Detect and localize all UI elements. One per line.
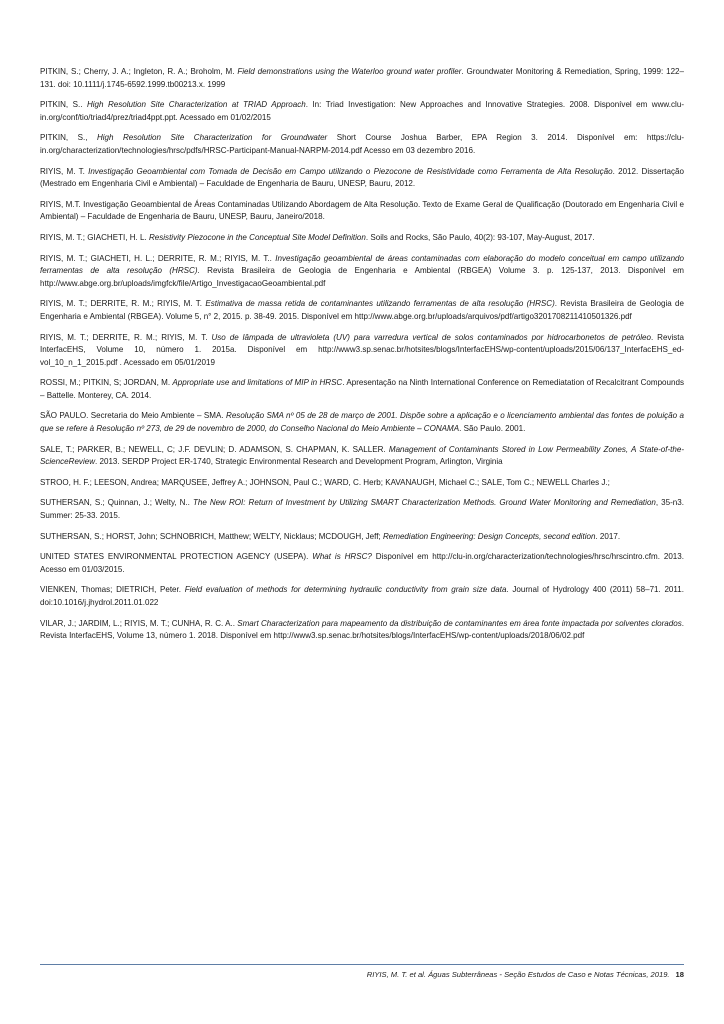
reference-list [40, 66, 684, 651]
reference-entry [40, 531, 684, 544]
reference-title: Resolução SMA nº 05 de 28 de março de 2001. Dispõe sobre a aplicação e o licenciamento ambiental das fontes de poluição a que se refere à Resolução nº 273, de 29 de novembro de 2000, do Conselho Nacional do Meio Ambiente – CONAMA [40, 411, 684, 434]
reference-entry [40, 253, 684, 291]
reference-text: SALE, T.; PARKER, B.; NEWELL, C; J.F. DEVLIN; D. ADAMSON, S. CHAPMAN, K. SALLER. [40, 444, 389, 454]
reference-text: RIYIS, M.T. Investigação Geoambiental de Áreas Contaminadas Utilizando Abordagem de Alta Resolução. Texto de Exame Geral de Qualificação (Doutorado em Engenharia Civil e Ambiental) – Faculdade de Engenharia de Bauru, UNESP, Bauru, Janeiro/2018. [40, 199, 684, 222]
reference-entry [40, 99, 684, 124]
reference-title: Resistivity Piezocone in the Conceptual Site Model Definition [148, 232, 366, 242]
reference-title: Management of Contaminants Stored in Low Permeability Zones, A State-of-the-ScienceReview [40, 444, 684, 467]
reference-text: . Soils and Rocks, São Paulo, 40(2): 93-107, May-August, 2017. [365, 232, 595, 242]
reference-text: . Groundwater Monitoring & Remediation, Spring, 1999: 122–131. doi: 10.1111/j.1745-6592.1999.tb00213.x. 1999 [40, 67, 684, 89]
reference-text: PITKIN, S.; Cherry, J. A.; Ingleton, R. A.; Broholm, M. [40, 67, 238, 76]
reference-entry [40, 497, 684, 522]
reference-entry [40, 298, 684, 323]
footer-rule [40, 964, 684, 965]
reference-text: . Revista InterfacEHS, Volume 13, número 1. 2018. Disponível em http://www3.sp.senac.br/hotsites/blogs/InterfacEHS/wp-content/uploads/2018/06/02.pdf [40, 618, 685, 641]
reference-title: What is HRSC? [312, 552, 372, 562]
footer-citation: RIYIS, M. T. et al. Águas Subterrâneas - Seção Estudos de Caso e Notas Técnicas, 2019. [366, 970, 670, 979]
reference-text: RIYIS, M. T.; GIACHETI, H. L. [40, 232, 149, 242]
reference-text: . São Paulo. 2001. [459, 424, 526, 434]
reference-entry [40, 66, 684, 91]
reference-title: Field demonstrations using the Waterloo ground water profiler [237, 67, 462, 76]
reference-text: RIYIS, M. T.; DERRITE, R. M.; RIYIS, M. T. [40, 332, 212, 342]
reference-entry [40, 332, 684, 370]
reference-title: Investigação Geoambiental com Tomada de Decisão em Campo utilizando o Piezocone de Resistividade como Ferramenta de Alta Resolução [88, 166, 613, 176]
reference-text: . 2012. Dissertação (Mestrado em Engenharia Civil e Ambiental) – Faculdade de Engenharia de Bauru, UNESP, Bauru, 2012. [40, 166, 684, 189]
reference-text: Disponível em http://clu-in.org/characterization/technologies/hrsc/hrscintro.cfm. 2013. Acesso em 01/03/2015. [40, 552, 684, 574]
reference-text: STROO, H. F.; LEESON, Andrea; MARQUSEE, Jeffrey A.; JOHNSON, Paul C.; WARD, C. Herb; KAVANAUGH, Michael C.; SALE, Tom C.; NEWELL Charles J.; [40, 477, 610, 487]
reference-title: The New ROI: Return of Investment by Utilizing SMART Characterization Methods. Ground Water Monitoring and Remediation [192, 498, 656, 508]
reference-text: ROSSI, M.; PITKIN, S; JORDAN, M. [40, 378, 173, 388]
page-number: 18 [675, 970, 684, 979]
reference-text: RIYIS, M. T.; DERRITE, R. M.; RIYIS, M. T. [40, 299, 206, 309]
reference-entry [40, 477, 684, 490]
reference-text: . Revista InterfacEHS, Volume 10, número 1. 2015a. Disponível em http://www3.sp.senac.br/hotsites/blogs/InterfacEHS/wp-content/uploads/2015/06/137_InterfacEHS_ed-vol_10_n_1_2015.pdf . Acessado em 05/01/2019 [40, 332, 684, 367]
reference-title: Remediation Engineering: Design Concepts, second edition [382, 531, 596, 541]
reference-title: High Resolution Site Characterization at TRIAD Approach [86, 100, 306, 110]
reference-text: , 35-n3. Summer: 25-33. 2015. [40, 498, 684, 521]
reference-text: PITKIN, S.. [40, 100, 87, 110]
reference-text: PITKIN, S., [40, 133, 97, 143]
reference-entry [40, 618, 684, 643]
reference-text: . Apresentação na Ninth International Conference on Remediatation of Recalcitrant Compounds – Battelle. Monterey, CA. 2014. [40, 378, 684, 400]
reference-title: Field evaluation of methods for determining hydraulic conductivity from grain size data [184, 585, 507, 595]
reference-title: Estimativa de massa retida de contaminantes utilizando ferramentas de alta resolução (HRSC) [205, 299, 555, 309]
reference-text: . Revista Brasileira de Geologia de Engenharia e Ambiental (RBGEA). Volume 5, n° 2, 2015. p. 38-49. 2015. Disponível em http://www.abge.org.br/uploads/arquivos/pdf/artigo3201708211410501326.pdf [40, 299, 684, 321]
reference-title: High Resolution Site Characterization for Groundwater [96, 133, 328, 143]
reference-text: . Revista Brasileira de Geologia de Engenharia e Ambiental (RBGEA) Volume 3. p. 125-137, 2013. Disponível em http://www.abge.org.br/uploads/imgfck/file/Artigo_InvestigacaoGeoambiental.pdf [40, 266, 684, 288]
reference-text: RIYIS, M. T. [40, 166, 89, 176]
reference-entry [40, 166, 684, 191]
page-footer [367, 970, 684, 979]
reference-title: Smart Characterization para mapeamento da distribuição de contaminantes em área fonte impactada por solventes clorados [237, 618, 682, 628]
reference-title: Uso de lâmpada de ultravioleta (UV) para varredura vertical de solos contaminados por hidrocarbonetos de petróleo [211, 332, 651, 342]
reference-entry [40, 584, 684, 609]
reference-text: SÃO PAULO. Secretaria do Meio Ambiente – SMA. [40, 411, 227, 421]
reference-text: VILAR, J.; JARDIM, L.; RIYIS, M. T.; CUNHA, R. C. A.. [40, 618, 238, 628]
reference-text: SUTHERSAN, S.; Quinnan, J.; Welty, N.. [40, 498, 193, 508]
reference-title: Appropriate use and limitations of MIP in HRSC [172, 378, 343, 388]
reference-entry [40, 551, 684, 576]
reference-text: Short Course Joshua Barber, EPA Region 3. 2014. Disponível em: https://clu-in.org/characterization/technologies/hrsc/pdfs/HRSC-Participant-Manual-NARPM-2014.pdf Acesso em 03 dezembro 2016. [40, 133, 684, 155]
reference-text: SUTHERSAN, S.; HORST, John; SCHNOBRICH, Matthew; WELTY, Nicklaus; MCDOUGH, Jeff; [40, 531, 383, 541]
reference-text: RIYIS, M. T.; GIACHETI, H. L.; DERRITE, R. M.; RIYIS, M. T.. [40, 253, 276, 263]
reference-entry [40, 232, 684, 245]
reference-title: Investigação geoambiental de áreas contaminadas com elaboração do modelo conceitual em campo utilizando ferramentas de alta resolução (HRSC) [40, 253, 685, 276]
reference-entry [40, 377, 684, 402]
reference-entry [40, 132, 684, 157]
reference-text: . 2013. SERDP Project ER-1740, Strategic Environmental Research and Development Program, Arlington, Virginia [95, 457, 503, 467]
reference-entry [40, 444, 684, 469]
reference-text: . In: Triad Investigation: New Approaches and Innovative Strategies. 2008. Disponível em www.clu-in.org/conf/tio/triad4/prez/triad4ppt.ppt. Acessado em 01/02/2015 [40, 100, 684, 122]
reference-text: UNITED STATES ENVIRONMENTAL PROTECTION AGENCY (USEPA). [40, 552, 313, 562]
reference-text: . 2017. [595, 531, 621, 541]
reference-entry [40, 410, 684, 435]
reference-text: VIENKEN, Thomas; DIETRICH, Peter. [40, 585, 185, 595]
reference-text: . Journal of Hydrology 400 (2011) 58–71. 2011. doi:10.1016/j.jhydrol.2011.01.022 [40, 585, 684, 607]
reference-entry [40, 199, 684, 224]
